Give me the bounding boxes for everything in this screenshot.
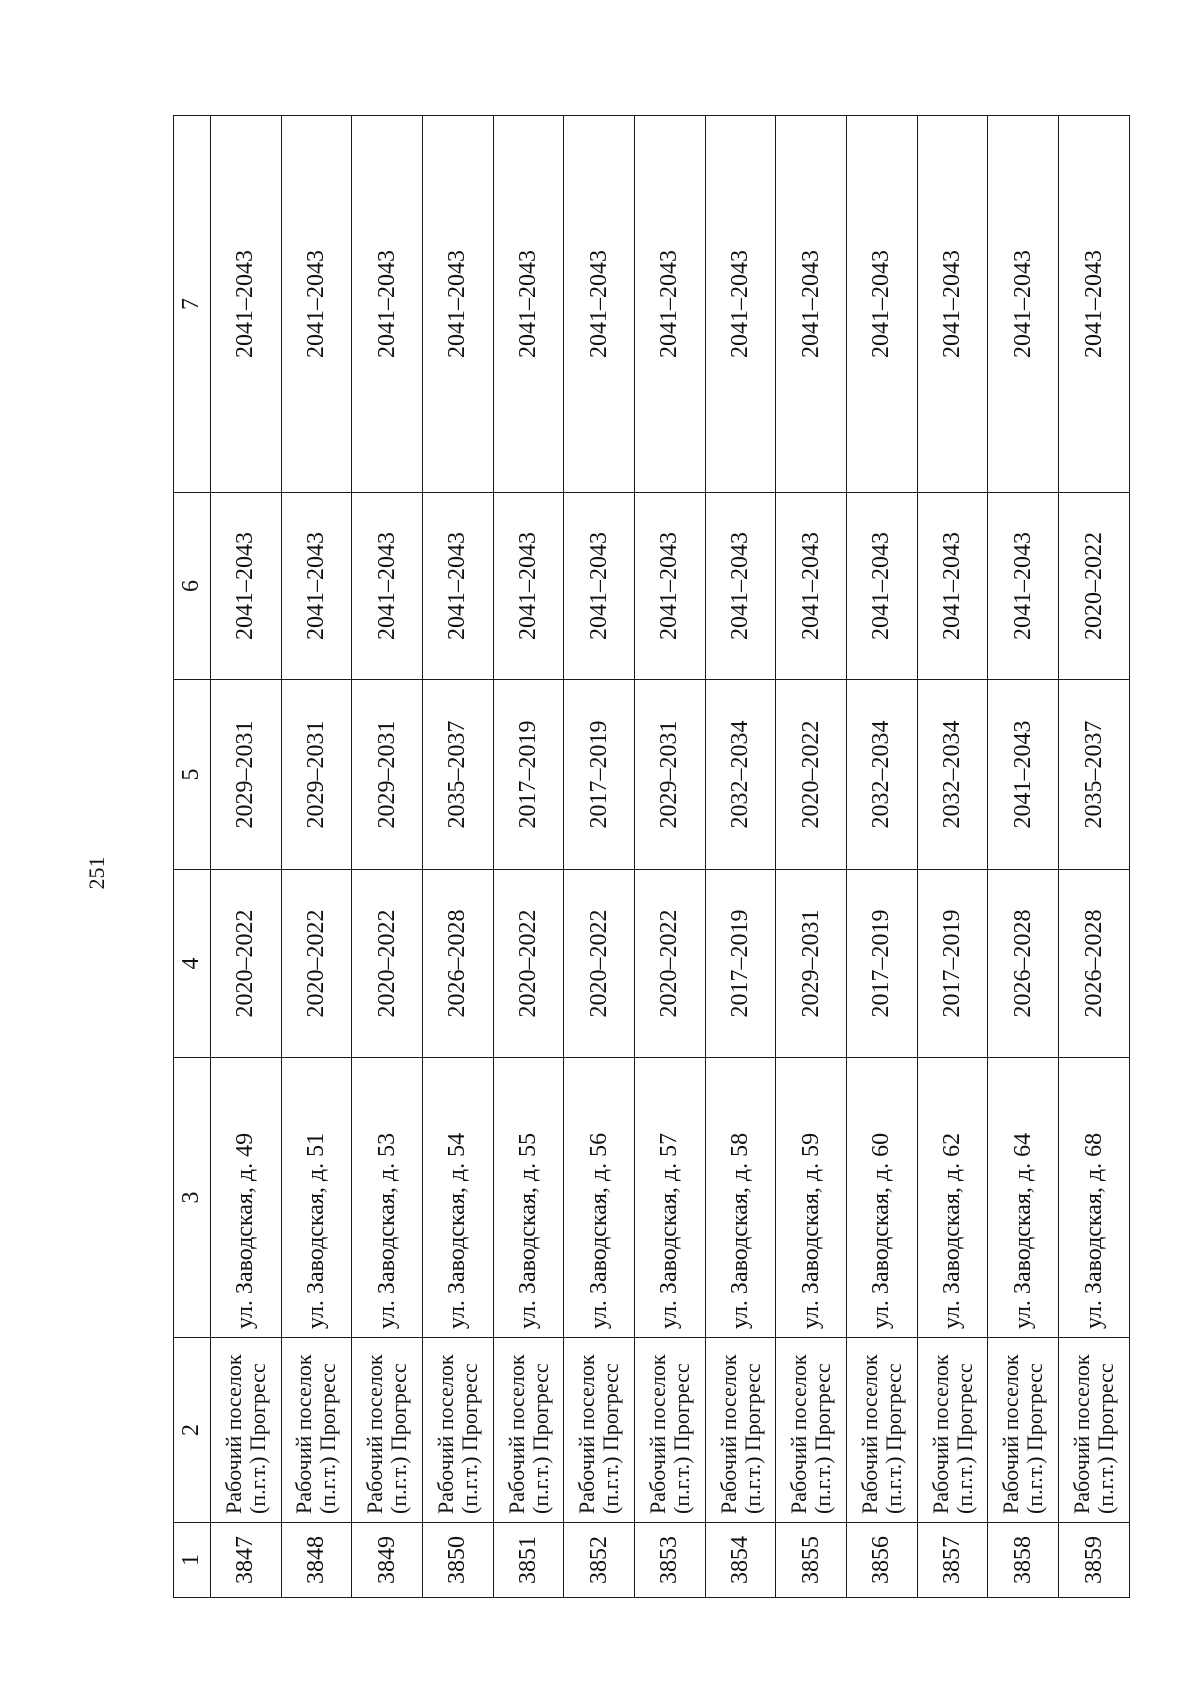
period-cell-col7: 2041–2043: [917, 116, 988, 493]
locality-cell: [564, 1338, 635, 1523]
locality-cell: [422, 1338, 493, 1523]
period-cell-col6: 2041–2043: [705, 493, 776, 680]
period-cell-col6: 2041–2043: [493, 493, 564, 680]
table-row: [917, 116, 988, 1598]
period-cell-col7: 2041–2043: [635, 116, 706, 493]
page-number: 251: [84, 856, 109, 890]
period-cell-col5: 2032–2034: [917, 680, 988, 870]
locality-line-2: (п.г.т.) Прогресс: [1093, 1363, 1119, 1514]
period-cell-col5: 2020–2022: [776, 680, 847, 870]
period-cell-col7: 2041–2043: [988, 116, 1059, 493]
row-number-cell: 3853: [635, 1523, 706, 1598]
locality-line-1: Рабочий поселок: [715, 1354, 741, 1514]
period-cell-col6: 2041–2043: [352, 493, 423, 680]
locality-line-2: (п.г.т.) Прогресс: [456, 1363, 482, 1514]
locality-line-2: (п.г.т.) Прогресс: [527, 1363, 553, 1514]
locality-cell: [917, 1338, 988, 1523]
period-cell-col6: 2041–2043: [988, 493, 1059, 680]
row-number-cell: 3852: [564, 1523, 635, 1598]
column-header: 5: [174, 680, 211, 870]
period-cell-col4: 2020–2022: [564, 870, 635, 1058]
period-cell-col7: 2041–2043: [281, 116, 352, 493]
period-cell-col4: 2017–2019: [847, 870, 918, 1058]
period-cell-col5: 2035–2037: [422, 680, 493, 870]
period-cell-col5: 2029–2031: [281, 680, 352, 870]
period-cell-col5: 2035–2037: [1059, 680, 1130, 870]
table-row: [210, 116, 281, 1598]
table-row: [422, 116, 493, 1598]
period-cell-col6: 2041–2043: [776, 493, 847, 680]
locality-line-1: Рабочий поселок: [574, 1354, 600, 1514]
period-cell-col6: 2041–2043: [564, 493, 635, 680]
period-cell-col6: 2041–2043: [210, 493, 281, 680]
table-row: [564, 116, 635, 1598]
period-cell-col4: 2026–2028: [1059, 870, 1130, 1058]
period-cell-col5: 2029–2031: [210, 680, 281, 870]
locality-line-2: (п.г.т.) Прогресс: [598, 1363, 624, 1514]
row-number-cell: 3847: [210, 1523, 281, 1598]
period-cell-col4: 2029–2031: [776, 870, 847, 1058]
locality-cell: [988, 1338, 1059, 1523]
locality-cell: [705, 1338, 776, 1523]
row-number-cell: 3854: [705, 1523, 776, 1598]
column-header: 3: [174, 1058, 211, 1338]
locality-line-2: (п.г.т.) Прогресс: [739, 1363, 765, 1514]
locality-line-2: (п.г.т.) Прогресс: [386, 1363, 412, 1514]
locality-line-1: Рабочий поселок: [644, 1354, 670, 1514]
locality-line-2: (п.г.т.) Прогресс: [810, 1363, 836, 1514]
locality-line-2: (п.г.т.) Прогресс: [244, 1363, 270, 1514]
period-cell-col5: 2017–2019: [564, 680, 635, 870]
table-row: [988, 116, 1059, 1598]
locality-line-1: Рабочий поселок: [503, 1354, 529, 1514]
table-row: [493, 116, 564, 1598]
period-cell-col6: 2020–2022: [1059, 493, 1130, 680]
locality-cell: [210, 1338, 281, 1523]
locality-cell: [635, 1338, 706, 1523]
period-cell-col7: 2041–2043: [1059, 116, 1130, 493]
row-number-cell: 3857: [917, 1523, 988, 1598]
period-cell-col4: 2017–2019: [917, 870, 988, 1058]
table-row: [1059, 116, 1130, 1598]
locality-line-2: (п.г.т.) Прогресс: [668, 1363, 694, 1514]
period-cell-col5: 2029–2031: [352, 680, 423, 870]
table-row: [635, 116, 706, 1598]
address-cell: ул. Заводская, д. 49: [210, 1058, 281, 1338]
period-cell-col7: 2041–2043: [776, 116, 847, 493]
address-cell: ул. Заводская, д. 57: [635, 1058, 706, 1338]
locality-cell: [847, 1338, 918, 1523]
row-number-cell: 3851: [493, 1523, 564, 1598]
table-row: [281, 116, 352, 1598]
locality-line-1: Рабочий поселок: [856, 1354, 882, 1514]
period-cell-col4: 2017–2019: [705, 870, 776, 1058]
period-cell-col7: 2041–2043: [422, 116, 493, 493]
period-cell-col6: 2041–2043: [422, 493, 493, 680]
locality-line-1: Рабочий поселок: [291, 1354, 317, 1514]
column-header: 4: [174, 870, 211, 1058]
period-cell-col5: 2032–2034: [705, 680, 776, 870]
address-cell: ул. Заводская, д. 59: [776, 1058, 847, 1338]
row-number-cell: 3858: [988, 1523, 1059, 1598]
period-cell-col7: 2041–2043: [352, 116, 423, 493]
locality-cell: [776, 1338, 847, 1523]
locality-line-1: Рабочий поселок: [362, 1354, 388, 1514]
locality-line-1: Рабочий поселок: [998, 1354, 1024, 1514]
address-cell: ул. Заводская, д. 55: [493, 1058, 564, 1338]
period-cell-col4: 2020–2022: [352, 870, 423, 1058]
schedule-table: [173, 115, 1130, 1598]
table-row: [776, 116, 847, 1598]
locality-line-1: Рабочий поселок: [927, 1354, 953, 1514]
address-cell: ул. Заводская, д. 53: [352, 1058, 423, 1338]
address-cell: ул. Заводская, д. 58: [705, 1058, 776, 1338]
locality-line-1: Рабочий поселок: [220, 1354, 246, 1514]
period-cell-col7: 2041–2043: [705, 116, 776, 493]
row-number-cell: 3856: [847, 1523, 918, 1598]
period-cell-col5: 2041–2043: [988, 680, 1059, 870]
locality-cell: [352, 1338, 423, 1523]
period-cell-col7: 2041–2043: [493, 116, 564, 493]
locality-line-2: (п.г.т.) Прогресс: [315, 1363, 341, 1514]
locality-line-1: Рабочий поселок: [786, 1354, 812, 1514]
schedule-table-container: [173, 116, 1130, 1598]
row-number-cell: 3859: [1059, 1523, 1130, 1598]
address-cell: ул. Заводская, д. 56: [564, 1058, 635, 1338]
address-cell: ул. Заводская, д. 51: [281, 1058, 352, 1338]
period-cell-col4: 2026–2028: [422, 870, 493, 1058]
column-header: 7: [174, 116, 211, 493]
locality-line-2: (п.г.т.) Прогресс: [880, 1363, 906, 1514]
column-header: 1: [174, 1523, 211, 1598]
table-row: [847, 116, 918, 1598]
locality-cell: [281, 1338, 352, 1523]
row-number-cell: 3850: [422, 1523, 493, 1598]
address-cell: ул. Заводская, д. 62: [917, 1058, 988, 1338]
row-number-cell: 3855: [776, 1523, 847, 1598]
table-header-row: [174, 116, 211, 1598]
locality-line-2: (п.г.т.) Прогресс: [951, 1363, 977, 1514]
table-row: [705, 116, 776, 1598]
period-cell-col5: 2017–2019: [493, 680, 564, 870]
row-number-cell: 3849: [352, 1523, 423, 1598]
period-cell-col6: 2041–2043: [281, 493, 352, 680]
period-cell-col4: 2020–2022: [281, 870, 352, 1058]
period-cell-col6: 2041–2043: [847, 493, 918, 680]
locality-cell: [493, 1338, 564, 1523]
address-cell: ул. Заводская, д. 68: [1059, 1058, 1130, 1338]
period-cell-col5: 2032–2034: [847, 680, 918, 870]
period-cell-col6: 2041–2043: [635, 493, 706, 680]
period-cell-col4: 2020–2022: [210, 870, 281, 1058]
column-header: 6: [174, 493, 211, 680]
locality-line-1: Рабочий поселок: [432, 1354, 458, 1514]
period-cell-col4: 2026–2028: [988, 870, 1059, 1058]
address-cell: ул. Заводская, д. 60: [847, 1058, 918, 1338]
period-cell-col5: 2029–2031: [635, 680, 706, 870]
locality-cell: [1059, 1338, 1130, 1523]
address-cell: ул. Заводская, д. 54: [422, 1058, 493, 1338]
locality-line-1: Рабочий поселок: [1069, 1354, 1095, 1514]
period-cell-col7: 2041–2043: [564, 116, 635, 493]
period-cell-col7: 2041–2043: [847, 116, 918, 493]
period-cell-col4: 2020–2022: [635, 870, 706, 1058]
table-row: [352, 116, 423, 1598]
address-cell: ул. Заводская, д. 64: [988, 1058, 1059, 1338]
column-header: 2: [174, 1338, 211, 1523]
period-cell-col6: 2041–2043: [917, 493, 988, 680]
row-number-cell: 3848: [281, 1523, 352, 1598]
locality-line-2: (п.г.т.) Прогресс: [1022, 1363, 1048, 1514]
period-cell-col7: 2041–2043: [210, 116, 281, 493]
period-cell-col4: 2020–2022: [493, 870, 564, 1058]
